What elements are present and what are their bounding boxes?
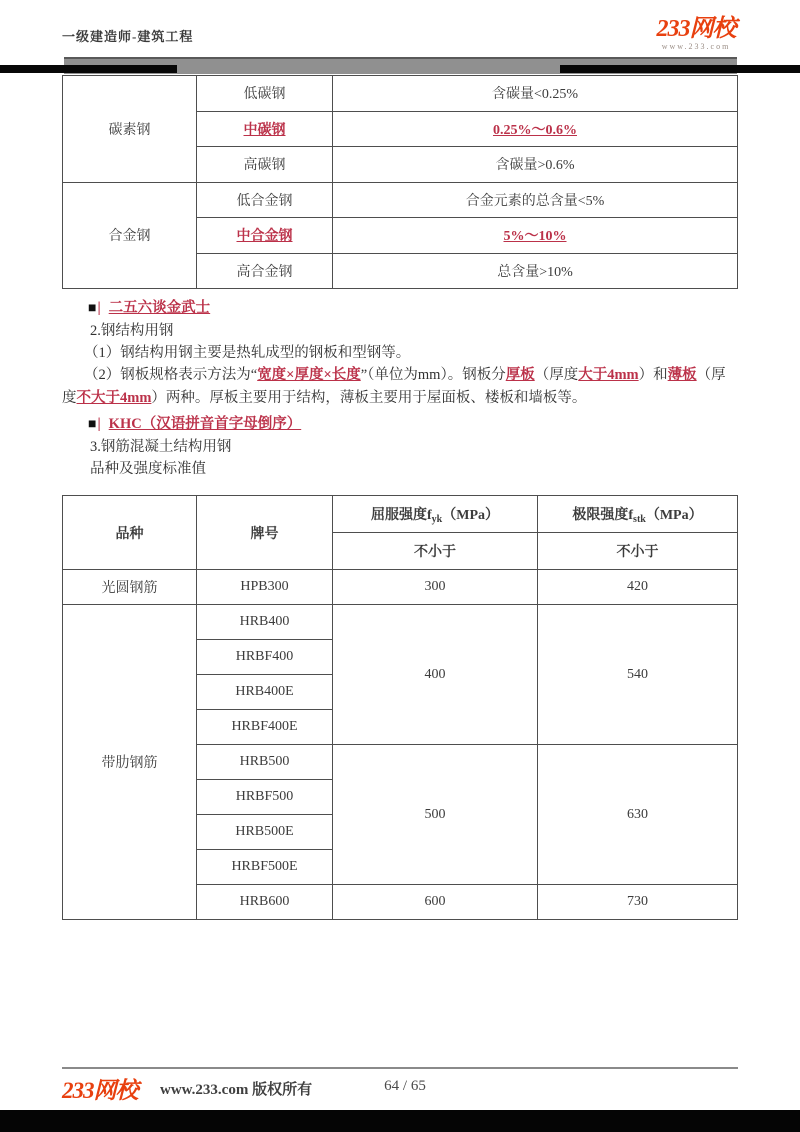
grade-cell: HRB600 (197, 885, 333, 920)
table-row (63, 76, 738, 112)
steel-type-cell-highlight: 中碳钢 (197, 111, 333, 147)
ultimate-value: 730 (538, 885, 738, 920)
table-row (63, 182, 738, 218)
logo-url: www.233.com (661, 42, 731, 51)
header-yield-strength: 屈服强度$f_{yk}(MPa)$ (333, 496, 538, 533)
steel-classification-table (62, 75, 738, 289)
header-species: 品种 (63, 496, 197, 570)
logo-233wangxiao: 233网校 (656, 16, 736, 42)
grade-cell: HRBF500E (197, 850, 333, 885)
header-ultimate-strength: 极限强度$f_{stk}(MPa)$ (538, 496, 738, 533)
species-ribbed: 带肋钢筋 (63, 605, 197, 920)
top-black-stripe-right (560, 65, 800, 73)
steel-group-alloy: 合金钢 (63, 182, 197, 289)
section-2-paragraph-1: （1）钢结构用钢主要是热轧成型的钢板和型钢等。 (84, 345, 411, 361)
steel-group-carbon: 碳素钢 (63, 76, 197, 183)
yield-value: 600 (333, 885, 538, 920)
footer-divider (62, 1067, 738, 1069)
black-square-bullet-icon: ■ (88, 417, 97, 432)
grade-cell: HRB400 (197, 605, 333, 640)
steel-desc-cell: 含碳量<0.25% (333, 76, 738, 112)
mnemonic-line-2 (88, 413, 738, 436)
red-bar-icon: | (97, 416, 101, 432)
top-black-stripe-left (0, 65, 177, 73)
ultimate-value: 630 (538, 745, 738, 885)
course-title: 一级建造师-建筑工程 (62, 29, 194, 44)
yield-value: 500 (333, 745, 538, 885)
section-3-subtitle: 品种及强度标准值 (90, 461, 206, 477)
steel-type-cell: 高合金钢 (197, 253, 333, 289)
mnemonic-line-1 (88, 297, 738, 320)
steel-desc-cell: 含碳量>0.6% (333, 147, 738, 183)
steel-type-cell: 低碳钢 (197, 76, 333, 112)
steel-type-cell: 高碳钢 (197, 147, 333, 183)
rebar-strength-table (62, 495, 738, 920)
footer-copyright: www.233.com 版权所有 (160, 1082, 313, 1098)
grade-cell: HRB400E (197, 675, 333, 710)
footer-logo: 233网校 (62, 1078, 138, 1103)
steel-type-cell-highlight: 中合金钢 (197, 218, 333, 254)
section-2-title: 2.钢结构用钢 (90, 323, 174, 339)
table-header-row (63, 496, 738, 533)
steel-desc-cell-highlight: 0.25%～0.6% (333, 111, 738, 147)
site-logo (648, 16, 744, 51)
black-square-bullet-icon: ■ (88, 301, 97, 316)
steel-desc-cell: 合金元素的总含量<5% (333, 182, 738, 218)
grade-cell: HRB500E (197, 815, 333, 850)
grade-cell: HRBF400 (197, 640, 333, 675)
grade-cell: HPB300 (197, 570, 333, 605)
ultimate-value: 540 (538, 605, 738, 745)
bottom-black-bar (0, 1110, 800, 1132)
steel-type-cell: 低合金钢 (197, 182, 333, 218)
red-bar-icon: | (97, 300, 101, 316)
notes-section (62, 297, 738, 480)
page-indicator: 64 / 65 (384, 1078, 426, 1094)
grade-cell: HRBF500 (197, 780, 333, 815)
yield-value: 300 (333, 570, 538, 605)
mnemonic-2-text: KHC（汉语拼音首字母倒序） (108, 416, 302, 432)
section-2-paragraph-2: （2）钢板规格表示方法为“宽度×厚度×长度”（单位为mm）。钢板分厚板（厚度大于4mm）和薄板（厚度不大于4mm）两种。厚板主要用于结构，薄板主要用于屋面板、楼板和墙板等。 (62, 367, 726, 406)
grade-cell: HRB500 (197, 745, 333, 780)
header-not-less-than: 不小于 (333, 533, 538, 570)
page-content (62, 75, 738, 920)
ultimate-value: 420 (538, 570, 738, 605)
steel-desc-cell-highlight: 5%～10% (333, 218, 738, 254)
table-row (63, 605, 738, 640)
steel-desc-cell: 总含量>10% (333, 253, 738, 289)
species-plain: 光圆钢筋 (63, 570, 197, 605)
section-3-title: 3.钢筋混凝土结构用钢 (90, 439, 232, 455)
header-grade: 牌号 (197, 496, 333, 570)
mnemonic-1-text: 二五六谈金武士 (108, 300, 211, 316)
table-row (63, 570, 738, 605)
header-not-less-than: 不小于 (538, 533, 738, 570)
yield-value: 400 (333, 605, 538, 745)
grade-cell: HRBF400E (197, 710, 333, 745)
